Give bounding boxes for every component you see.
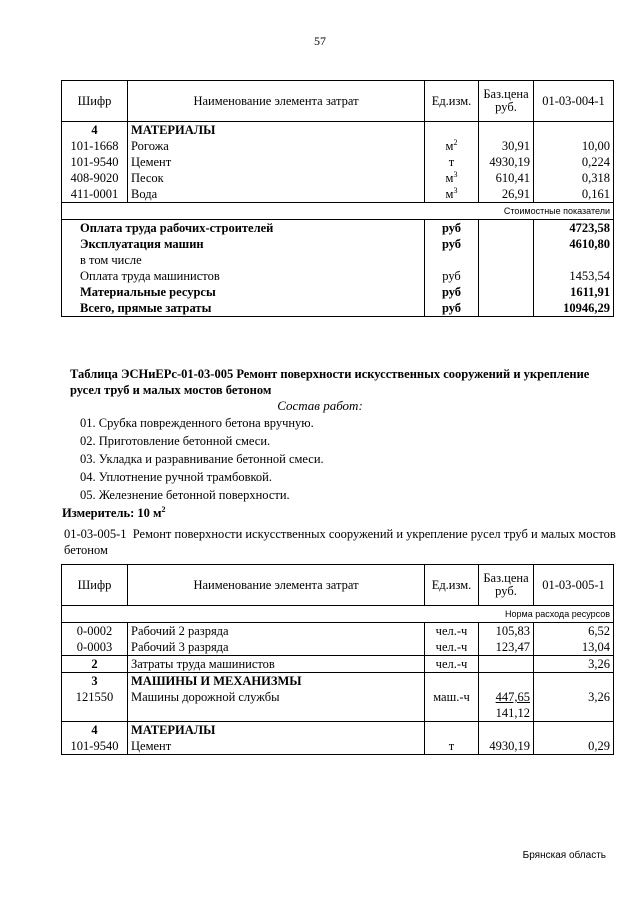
resource-norm: 6,52 bbox=[534, 623, 614, 640]
cost-name: Всего, прямые затраты bbox=[62, 300, 425, 317]
list-item: 04. Уплотнение ручной трамбовкой. bbox=[80, 470, 272, 484]
cost-caption: Стоимостные показатели bbox=[62, 203, 614, 220]
resource-unit: $м^3$ bbox=[425, 170, 479, 186]
section-title: МАТЕРИАЛЫ bbox=[128, 122, 425, 139]
norm-caption-row bbox=[62, 606, 614, 623]
resource-code: 411-0001 bbox=[62, 186, 128, 203]
resource-name: Рабочий 2 разряда bbox=[128, 623, 425, 640]
list-item: 01. Срубка поврежденного бетона вручную. bbox=[80, 416, 314, 430]
resource-norm: 0,224 bbox=[534, 154, 614, 170]
resource-price: 610,41 bbox=[479, 170, 534, 186]
cost-value: 10946,29 bbox=[534, 300, 614, 317]
resource-code: 101-1668 bbox=[62, 138, 128, 154]
cost-row bbox=[62, 220, 614, 237]
resource-name: Песок bbox=[128, 170, 425, 186]
resource-code: 408-9020 bbox=[62, 170, 128, 186]
table-header-row bbox=[62, 565, 614, 606]
resource-norm: 0,29 bbox=[534, 738, 614, 755]
table-row bbox=[62, 186, 614, 203]
resource-norm: 13,04 bbox=[534, 639, 614, 656]
measure-unit: Измеритель: 10 $м^2$ bbox=[62, 504, 166, 520]
resource-price bbox=[479, 656, 534, 673]
resource-name: Затраты труда машинистов bbox=[128, 656, 425, 673]
resource-unit: чел.-ч bbox=[425, 623, 479, 640]
cost-value: 1611,91 bbox=[534, 284, 614, 300]
header-unit: Ед.изм. bbox=[425, 81, 479, 122]
resource-unit: чел.-ч bbox=[425, 639, 479, 656]
table-row bbox=[62, 170, 614, 186]
resource-unit: т bbox=[425, 154, 479, 170]
resource-name: Вода bbox=[128, 186, 425, 203]
header-code: Шифр bbox=[62, 565, 128, 606]
header-name: Наименование элемента затрат bbox=[128, 81, 425, 122]
section-row-materials bbox=[62, 122, 614, 139]
cost-row bbox=[62, 300, 614, 317]
work-composition-title: Состав работ: bbox=[277, 398, 363, 413]
cost-value bbox=[534, 252, 614, 268]
cost-name: Материальные ресурсы bbox=[62, 284, 425, 300]
header-price: Баз.цена руб. bbox=[479, 565, 534, 606]
table-row bbox=[62, 639, 614, 656]
section-number: 4 bbox=[62, 722, 128, 739]
cost-value: 1453,54 bbox=[534, 268, 614, 284]
cost-unit bbox=[425, 252, 479, 268]
header-price: Баз.цена руб. bbox=[479, 81, 534, 122]
norm-caption: Норма расхода ресурсов bbox=[62, 606, 614, 623]
resource-price: 26,91 bbox=[479, 186, 534, 203]
cost-row bbox=[62, 268, 614, 284]
cost-name: Оплата труда машинистов bbox=[62, 268, 425, 284]
header-code: Шифр bbox=[62, 81, 128, 122]
resource-norm: 3,26 bbox=[534, 689, 614, 722]
table-row bbox=[62, 689, 614, 722]
resource-name: Цемент bbox=[128, 738, 425, 755]
cost-unit: руб bbox=[425, 268, 479, 284]
norm-description bbox=[64, 526, 624, 558]
resource-name: Рабочий 3 разряда bbox=[128, 639, 425, 656]
resource-unit: $м^3$ bbox=[425, 186, 479, 203]
cost-unit: руб bbox=[425, 284, 479, 300]
cost-name: в том числе bbox=[62, 252, 425, 268]
table-row bbox=[62, 154, 614, 170]
resource-price: 447,65 141,12 bbox=[479, 689, 534, 722]
resource-code: 121550 bbox=[62, 689, 128, 722]
section-number: 3 bbox=[62, 673, 128, 690]
list-item: 03. Укладка и разравнивание бетонной смеси. bbox=[80, 452, 324, 466]
section-row-materials bbox=[62, 722, 614, 739]
resource-unit: т bbox=[425, 738, 479, 755]
header-norm: 01-03-004-1 bbox=[534, 81, 614, 122]
resource-price: 105,83 bbox=[479, 623, 534, 640]
resource-norm: 3,26 bbox=[534, 656, 614, 673]
section-title: МАШИНЫ И МЕХАНИЗМЫ bbox=[128, 673, 425, 690]
cost-value: 4610,80 bbox=[534, 236, 614, 252]
cost-caption-row bbox=[62, 203, 614, 220]
region-footer: Брянская область bbox=[522, 850, 606, 861]
section-title: МАТЕРИАЛЫ bbox=[128, 722, 425, 739]
cost-unit: руб bbox=[425, 236, 479, 252]
resource-price: 4930,19 bbox=[479, 738, 534, 755]
resource-unit: маш.-ч bbox=[425, 689, 479, 722]
resource-table-01-03-004 bbox=[61, 80, 614, 317]
list-item: 02. Приготовление бетонной смеси. bbox=[80, 434, 271, 448]
header-unit: Ед.изм. bbox=[425, 565, 479, 606]
table-header-row bbox=[62, 81, 614, 122]
resource-price: 4930,19 bbox=[479, 154, 534, 170]
cost-row bbox=[62, 236, 614, 252]
resource-norm: 0,318 bbox=[534, 170, 614, 186]
cost-name: Эксплуатация машин bbox=[62, 236, 425, 252]
page-number: 57 bbox=[314, 34, 326, 48]
norm-code: 01-03-005-1 bbox=[64, 527, 127, 541]
cost-row bbox=[62, 284, 614, 300]
cost-unit: руб bbox=[425, 220, 479, 237]
header-norm: 01-03-005-1 bbox=[534, 565, 614, 606]
resource-norm: 10,00 bbox=[534, 138, 614, 154]
table-row bbox=[62, 623, 614, 640]
header-name: Наименование элемента затрат bbox=[128, 565, 425, 606]
resource-unit: $м^2$ bbox=[425, 138, 479, 154]
resource-code: 0-0002 bbox=[62, 623, 128, 640]
resource-name: Рогожа bbox=[128, 138, 425, 154]
operator-labor-row bbox=[62, 656, 614, 673]
cost-row bbox=[62, 252, 614, 268]
list-item: 05. Железнение бетонной поверхности. bbox=[80, 488, 290, 502]
table-heading: Таблица ЭСНиЕРс-01-03-005 Ремонт поверхности искусственных сооружений и укрепление русел труб и малых мостов бетоном bbox=[70, 367, 590, 397]
resource-price: 123,47 bbox=[479, 639, 534, 656]
cost-name: Оплата труда рабочих-строителей bbox=[62, 220, 425, 237]
cost-unit: руб bbox=[425, 300, 479, 317]
resource-code: 101-9540 bbox=[62, 154, 128, 170]
resource-name: Цемент bbox=[128, 154, 425, 170]
resource-unit: чел.-ч bbox=[425, 656, 479, 673]
resource-table-01-03-005 bbox=[61, 564, 614, 755]
section-number: 4 bbox=[62, 122, 128, 139]
resource-price: 30,91 bbox=[479, 138, 534, 154]
resource-code: 2 bbox=[62, 656, 128, 673]
table-row bbox=[62, 738, 614, 755]
resource-code: 101-9540 bbox=[62, 738, 128, 755]
section-row-machines bbox=[62, 673, 614, 690]
resource-code: 0-0003 bbox=[62, 639, 128, 656]
norm-text: Ремонт поверхности искусственных сооружений и укрепление русел труб и малых мостов бетоном bbox=[64, 527, 616, 557]
cost-value: 4723,58 bbox=[534, 220, 614, 237]
resource-name: Машины дорожной службы bbox=[128, 689, 425, 722]
table-row bbox=[62, 138, 614, 154]
resource-norm: 0,161 bbox=[534, 186, 614, 203]
